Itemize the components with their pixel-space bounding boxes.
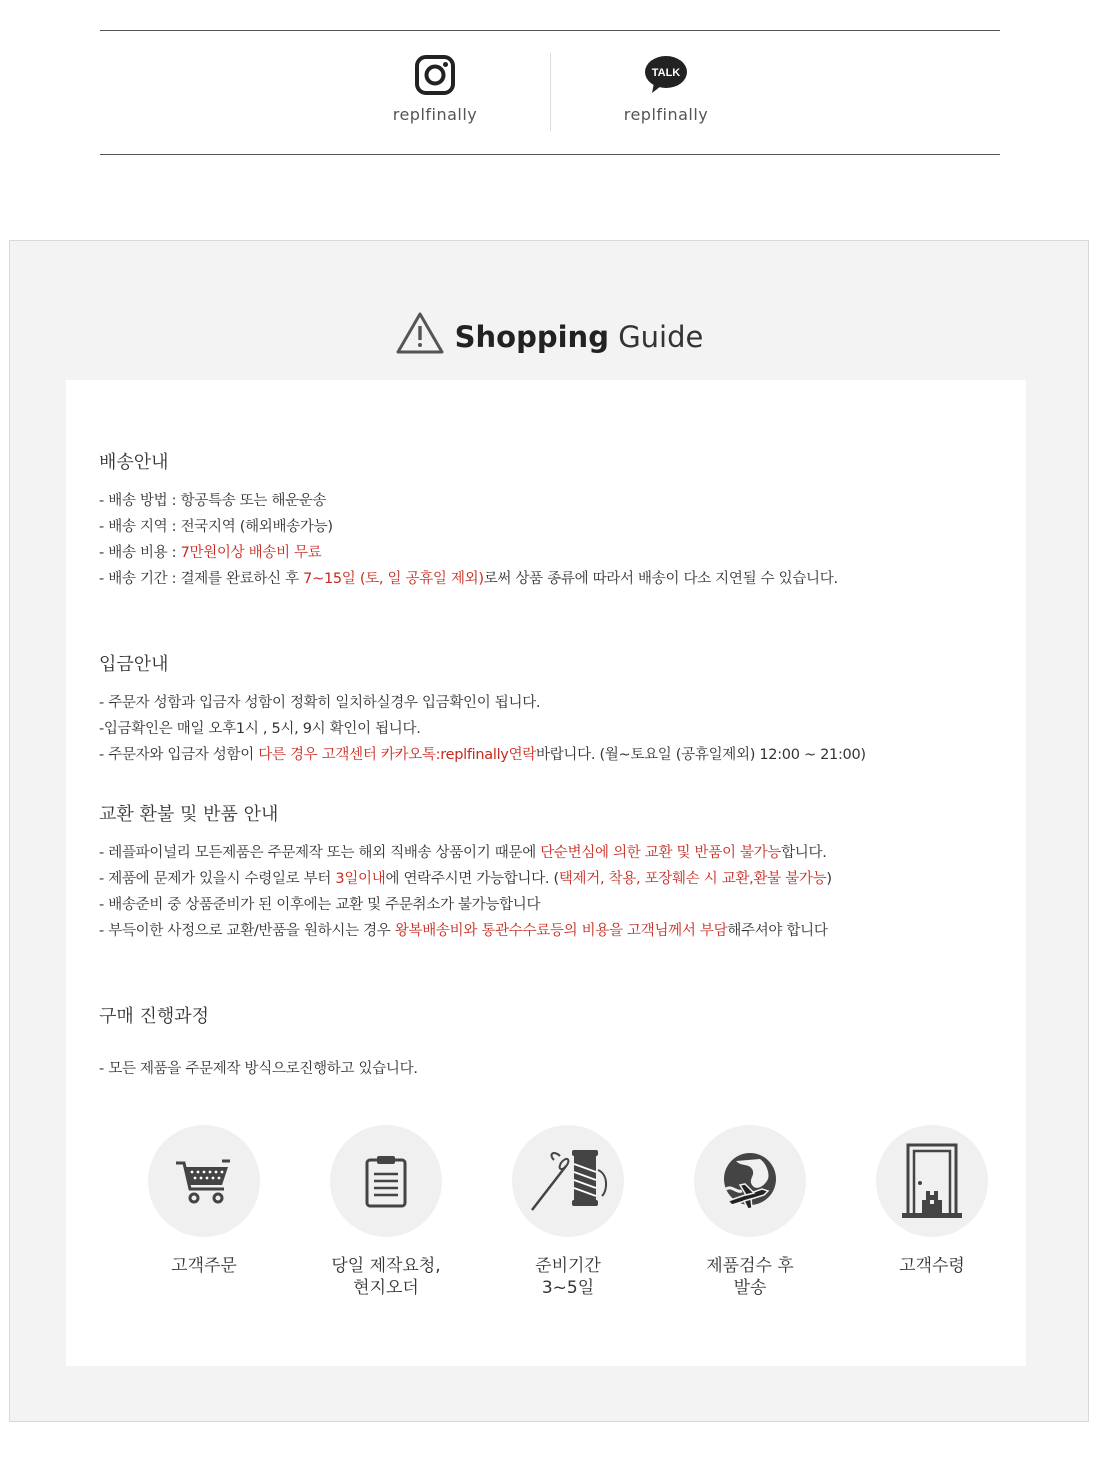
globe-plane-icon	[694, 1125, 806, 1237]
step-inspect-ship	[675, 1125, 825, 1299]
kakaotalk-badge: TALK	[651, 67, 681, 79]
shopping-cart-icon	[148, 1125, 260, 1237]
shipping-area: - 배송 지역 : 전국지역 (해외배송가능)	[99, 519, 333, 535]
shipping-period: - 배송 기간 : 결제를 완료하신 후 7~15일 (토, 일 공휴일 제외)로써 상품 종류에 따라서 배송이 다소 지연될 수 있습니다.	[99, 571, 838, 587]
guide-title-rest: Guide	[618, 319, 704, 354]
kakaotalk-link[interactable]	[566, 53, 766, 124]
needle-thread-icon	[512, 1125, 624, 1237]
step-label: 준비기간 3~5일	[535, 1256, 601, 1298]
social-bar	[100, 30, 1000, 155]
step-label: 고객수령	[899, 1256, 965, 1276]
process-line-1: - 모든 제품을 주문제작 방식으로진행하고 있습니다.	[99, 1061, 418, 1077]
exchange-line-3: - 배송준비 중 상품준비가 된 이후에는 교환 및 주문취소가 불가능합니다	[99, 897, 541, 913]
clipboard-icon	[330, 1125, 442, 1237]
shipping-cost: - 배송 비용 : 7만원이상 배송비 무료	[99, 545, 322, 561]
process-steps	[129, 1125, 969, 1325]
exchange-line-4: - 부득이한 사정으로 교환/반품을 원하시는 경우 왕복배송비와 통관수수료등의 비용을 고객님께서 부담해주셔야 합니다	[99, 923, 828, 939]
shipping-section	[99, 448, 838, 592]
exchange-heading: 교환 환불 및 반품 안내	[99, 804, 279, 825]
step-receive	[857, 1125, 1007, 1277]
step-prepare	[493, 1125, 643, 1299]
process-heading: 구매 진행과정	[99, 1006, 210, 1027]
deposit-section	[99, 650, 866, 768]
deposit-line-3: - 주문자와 입금자 성함이 다른 경우 고객센터 카카오톡:replfinally연락바랍니다. (월~토요일 (공휴일제외) 12:00 ~ 21:00)	[99, 747, 866, 763]
shipping-method: - 배송 방법 : 항공특송 또는 해운운송	[99, 493, 327, 509]
social-divider	[550, 53, 551, 131]
warning-icon	[395, 311, 445, 362]
step-label: 고객주문	[171, 1256, 237, 1276]
instagram-link[interactable]	[335, 53, 535, 124]
step-order	[129, 1125, 279, 1277]
door-delivery-icon	[876, 1125, 988, 1237]
guide-title-bold: Shopping	[454, 319, 609, 354]
shipping-heading: 배송안내	[99, 452, 169, 473]
kakaotalk-handle: replfinally	[623, 105, 709, 124]
exchange-section	[99, 800, 832, 944]
step-request	[311, 1125, 461, 1299]
exchange-line-1: - 레플파이널리 모든제품은 주문제작 또는 해외 직배송 상품이기 때문에 단순변심에 의한 교환 및 반품이 불가능합니다.	[99, 845, 827, 861]
deposit-line-1: - 주문자 성함과 입금자 성함이 정확히 일치하실경우 입금확인이 됩니다.	[99, 695, 541, 711]
instagram-handle: replfinally	[392, 105, 478, 124]
instagram-icon	[335, 53, 535, 97]
step-label: 당일 제작요청, 현지오더	[331, 1256, 441, 1298]
shopping-guide	[9, 240, 1089, 1422]
process-section	[99, 1002, 418, 1082]
deposit-heading: 입금안내	[99, 654, 169, 675]
step-label: 제품검수 후 발송	[706, 1256, 794, 1298]
exchange-line-2: - 제품에 문제가 있을시 수령일로 부터 3일이내에 연락주시면 가능합니다. (택제거, 착용, 포장훼손 시 교환,환불 불가능)	[99, 871, 832, 887]
guide-title	[10, 311, 1088, 362]
guide-panel	[66, 380, 1026, 1366]
kakaotalk-icon	[566, 53, 766, 97]
deposit-line-2: -입금확인은 매일 오후1시 , 5시, 9시 확인이 됩니다.	[99, 721, 421, 737]
